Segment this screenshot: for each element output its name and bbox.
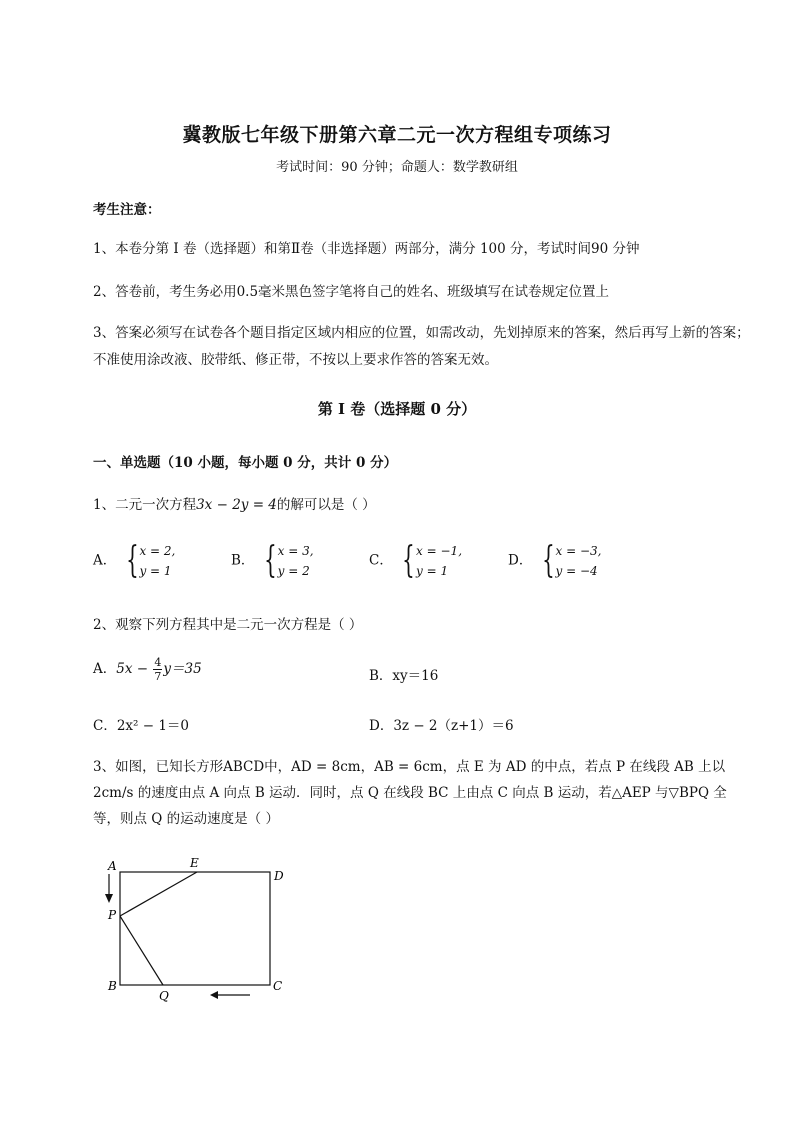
q1-option-b[interactable] <box>231 541 314 581</box>
arrow-head-icon <box>210 991 218 999</box>
notice-heading: 考生注意： <box>93 202 161 218</box>
q2-option-a[interactable] <box>93 656 202 683</box>
page-title: 冀教版七年级下册第六章二元一次方程组专项练习 <box>182 124 612 146</box>
label-b: B <box>108 979 117 993</box>
q1-suffix: 的解可以是（ ） <box>276 497 376 513</box>
notice-item-3: 3、答案必须写在试卷各个题目指定区域内相应的位置，如需改动，先划掉原来的答案，然后再写上新的答案；不准使用涂改液、胶带纸、修正带，不按以上要求作答的答案无效。 <box>93 325 750 368</box>
label-a: A <box>108 859 117 873</box>
q2-option-c[interactable]: C．2x² − 1＝0 <box>93 718 190 734</box>
brace-icon: { <box>125 540 139 581</box>
q1-prefix: 1、二元一次方程 <box>93 497 197 513</box>
option-label: C． <box>369 552 393 569</box>
expr-part: 5x − <box>116 661 153 677</box>
option-label: A． <box>93 661 117 677</box>
label-q: Q <box>159 989 169 1003</box>
system-line: x = 2, <box>139 544 176 558</box>
q1-option-c[interactable] <box>369 541 462 581</box>
option-label: D． <box>508 552 533 569</box>
system-line: y = −4 <box>555 564 598 578</box>
brace-icon: { <box>263 540 277 581</box>
question-1-stem <box>93 493 376 513</box>
system-line: x = 3, <box>277 544 314 558</box>
question-3-line-1: 3、如图，已知长方形ABCD中，AD = 8cm，AB = 6cm，点 E 为 AD 的中点，若点 P 在线段 AB 上以 <box>93 759 726 775</box>
section-title: 第 I 卷（选择题 0 分） <box>317 400 477 418</box>
question-3-line-2: 2cm/s 的速度由点 A 向点 B 运动．同时，点 Q 在线段 BC 上由点 C 向点 B 运动，若△AEP 与▽BPQ 全 <box>93 785 727 801</box>
rectangle-figure <box>100 850 300 1010</box>
arrow-head-icon <box>105 894 113 903</box>
question-3-line-3: 等，则点 Q 的运动速度是（ ） <box>93 811 279 827</box>
fraction-denominator: 7 <box>154 670 162 683</box>
equation-system <box>537 541 602 581</box>
q1-option-d[interactable] <box>508 541 602 581</box>
equation-system <box>259 541 314 581</box>
system-line: y = 1 <box>139 564 172 578</box>
option-label: B． <box>231 552 255 569</box>
label-d: D <box>274 869 284 883</box>
part-title: 一、单选题（10 小题，每小题 0 分，共计 0 分） <box>93 455 398 471</box>
equation-system <box>397 541 462 581</box>
notice-item-1: 1、本卷分第 I 卷（选择题）和第Ⅱ卷（非选择题）两部分，满分 100 分，考试时间90 分钟 <box>93 241 640 257</box>
system-line: x = −3, <box>555 544 602 558</box>
exam-info: 考试时间：90 分钟；命题人：数学教研组 <box>276 160 518 175</box>
fraction <box>153 656 162 683</box>
question-2-stem: 2、观察下列方程其中是二元一次方程是（ ） <box>93 617 363 633</box>
system-line: y = 2 <box>277 564 310 578</box>
segment-pe <box>120 872 197 916</box>
option-label: A． <box>93 552 117 569</box>
equation-system <box>121 541 176 581</box>
expr-part: y＝35 <box>163 661 202 677</box>
brace-icon: { <box>541 540 555 581</box>
label-p: P <box>108 908 117 922</box>
brace-icon: { <box>402 540 415 581</box>
label-c: C <box>273 979 283 993</box>
q1-option-a[interactable] <box>93 541 175 581</box>
rectangle-abcd <box>120 872 270 985</box>
label-e: E <box>190 856 199 870</box>
q2-option-b[interactable]: B．xy＝16 <box>369 668 439 684</box>
q2-option-d[interactable]: D．3z − 2（z+1）＝6 <box>369 718 514 734</box>
fraction-numerator: 4 <box>154 656 162 669</box>
notice-item-2: 2、答卷前，考生务必用0.5毫米黑色签字笔将自己的姓名、班级填写在试卷规定位置上 <box>93 284 610 300</box>
system-line: y = 1 <box>416 564 449 578</box>
system-line: x = −1, <box>416 544 463 558</box>
q1-equation: 3x − 2y = 4 <box>196 497 277 513</box>
segment-pq <box>120 916 163 985</box>
